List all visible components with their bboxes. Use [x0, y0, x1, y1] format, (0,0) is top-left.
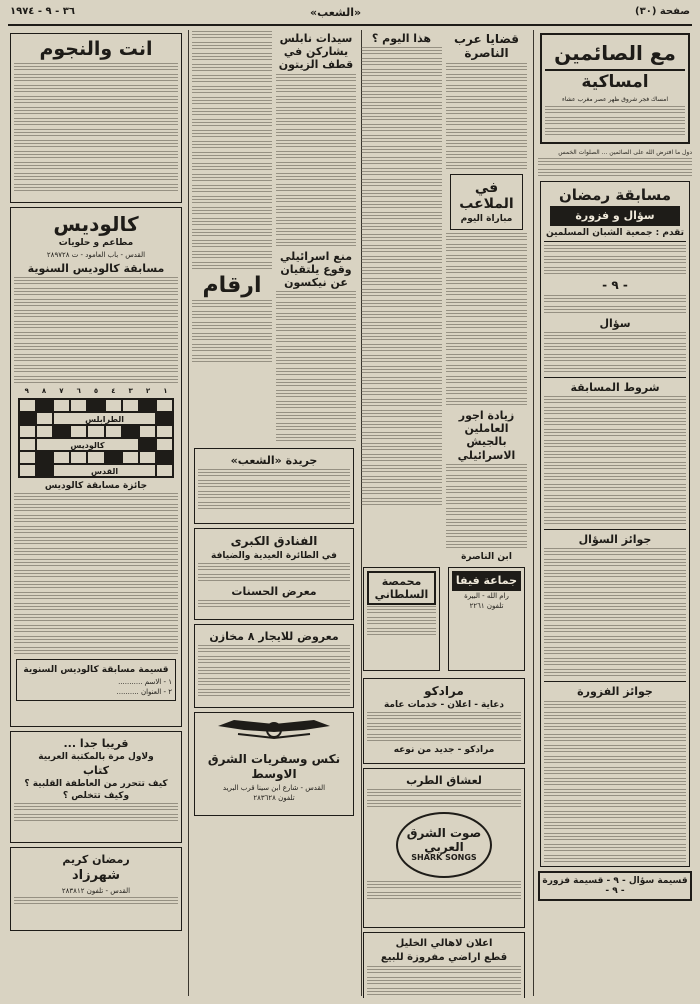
grid-number: ٤ [111, 387, 116, 396]
ramadan-name: شهرزاد [71, 868, 121, 884]
shark-songs-ad [363, 768, 525, 928]
grid-cell[interactable] [105, 425, 122, 438]
article-nazareth [446, 30, 527, 564]
news-column-2 [361, 30, 527, 998]
calvados-title: كالوديس [53, 212, 139, 236]
notice-title: جريدة «الشعب» [230, 454, 318, 468]
grid-cell[interactable] [19, 425, 36, 438]
tarab-title: لعشاق الطرب [406, 773, 482, 787]
grid-cell[interactable] [19, 399, 36, 412]
coupon-footer: قسيمة سؤال - ٩ - قسيمة فزورة - ٩ - [538, 871, 692, 901]
grid-cell[interactable] [156, 425, 173, 438]
grid-block [156, 412, 173, 425]
column-divider [533, 30, 534, 996]
grid-block [139, 399, 156, 412]
article-nurses [192, 30, 272, 445]
horoscope-box [10, 33, 182, 203]
grid-cell[interactable] [156, 399, 173, 412]
rules-heading: شروط المسابقة [570, 381, 660, 395]
form-title: قسيمة مسابقة كالوديس السنوية [23, 665, 169, 676]
book-question-2: وكيف تتخلص ؟ [62, 791, 130, 802]
contest-box [540, 181, 690, 867]
ad-roastery-name: محمصة السلطاني [367, 571, 436, 605]
contest-title: مسابقة رمضان [558, 185, 672, 204]
imsakiya-box [540, 33, 690, 144]
grid-cell[interactable] [156, 438, 173, 451]
grid-word: الطرابلس [53, 412, 156, 425]
calvados-address: القدس - باب العامود - ت ٢٨٩٧٢٨ [46, 251, 146, 259]
grid-cell[interactable] [53, 451, 70, 464]
grid-number: ٦ [76, 387, 81, 396]
grid-block [36, 399, 53, 412]
form-name-field[interactable]: ١ - الاسم ........... [118, 678, 172, 687]
newspaper-name: «الشعب» [310, 6, 362, 19]
today-title: هذا اليوم ؟ [371, 32, 432, 45]
calvados-contest: مسابقة كالوديس السنوية [27, 262, 165, 275]
ramadan-column [538, 30, 692, 998]
sport-subtitle: مباراة اليوم [460, 213, 513, 224]
top-articles [361, 30, 527, 564]
article-signature: ابن الناصرة [461, 551, 512, 562]
book-question-1: كيف تتحرر من العاطفة القلبية ؟ [24, 779, 168, 790]
grid-cell[interactable] [19, 451, 36, 464]
grid-cell[interactable] [122, 451, 139, 464]
grid-cell[interactable] [70, 399, 87, 412]
grid-word: كالوديس [36, 438, 139, 451]
grid-block [36, 464, 53, 477]
grid-number: ٢ [145, 387, 151, 396]
grid-cell[interactable] [36, 412, 53, 425]
sport-title: في الملاعب [459, 179, 514, 212]
exhibit-title: معرض الحسنات [231, 584, 317, 598]
wages-title: زيادة اجور العاملين بالجيش الاسرائيلي [457, 408, 516, 462]
grid-block [53, 425, 70, 438]
horoscope-title: انت والنجوم [39, 38, 153, 60]
grid-block [156, 451, 173, 464]
prayer-times-header: امساك فجر شروق ظهر عصر مغرب عشاء [562, 95, 668, 103]
riddle-prizes-heading: جوائز الفزورة [577, 685, 653, 699]
book-name: كتاب [82, 764, 110, 778]
prayer-note: دول ما افترض الله على الصائمين ... الصلوات الخمس [558, 148, 692, 156]
masthead: مع الصائمين [545, 38, 685, 71]
shark-latin: SHARK SONGS [411, 852, 477, 862]
grid-number: ٥ [93, 387, 99, 396]
ad-fifa-place: رام الله - البيرة [464, 592, 509, 601]
ramadan-title: رمضان كريم [62, 853, 130, 866]
form-address-field[interactable]: ٢ - العنوان .......... [116, 688, 172, 697]
ad-roastery [363, 567, 440, 671]
contest-form [16, 659, 176, 701]
land-subtitle: قطع اراضي مفروزة للبيع [380, 951, 508, 963]
article-today [361, 30, 442, 564]
airline-wings-icon [214, 718, 334, 744]
newspaper-notice [194, 448, 354, 524]
grid-footer: جائزة مسابقة كالوديس [44, 481, 148, 492]
book-ad [10, 731, 182, 843]
header-rule [8, 24, 692, 26]
restaurant-ad [194, 528, 354, 620]
ramadan-address: القدس - تلفون ٢٨٣٨١٢ [61, 886, 131, 895]
article-olive [276, 30, 356, 445]
maradco-title: مرادكو [424, 683, 464, 698]
top-articles-3 [192, 30, 356, 445]
column-divider [188, 30, 189, 996]
sport-box [450, 174, 523, 230]
grid-block [19, 412, 36, 425]
grid-cell[interactable] [87, 451, 104, 464]
restaurant-subtitle: في الطائرة العيدية والضيافة [211, 550, 337, 561]
issue-date: ٣٦ - ٩ - ١٩٧٤ [10, 6, 75, 17]
book-title: قريبا جدا ... [63, 737, 129, 750]
grid-cell[interactable] [139, 451, 156, 464]
restaurant-title: الفنادق الكبرى [230, 534, 318, 549]
horoscope-column [8, 30, 184, 998]
grid-number: ١ [163, 387, 168, 396]
contest-presenter: تقدم : جمعية الشبان المسلمين [545, 228, 684, 239]
grid-word: القدس [53, 464, 156, 477]
airline-name: نكس وسفريات الشرق الاوسط [207, 752, 341, 781]
shark-songs-logo [396, 812, 492, 878]
grid-number: ٧ [59, 387, 64, 396]
grid-block [139, 438, 156, 451]
calvados-box [10, 207, 182, 727]
maradco-ad [363, 678, 525, 764]
contest-subtitle: سؤال و فزورة [550, 206, 680, 227]
olive-title: سيدات نابلس يشاركن في قطف الزيتون [278, 32, 354, 72]
airline-address: القدس - شارع ابن سينا قرب البريد [222, 783, 326, 792]
grid-cell[interactable] [105, 399, 122, 412]
grid-numbers [18, 387, 174, 395]
article-title: قضايا عرب الناصرة [453, 32, 520, 61]
grid-number: ٨ [41, 387, 47, 396]
page-number: صفحة (٣٠) [635, 6, 690, 17]
grid-cell[interactable] [139, 425, 156, 438]
grid-number: ٣ [128, 387, 133, 396]
book-subtitle: ولاول مرة بالمكتبة العربية [38, 752, 154, 763]
airline-ad [194, 712, 354, 816]
grid-cell[interactable] [36, 425, 53, 438]
grid-cell[interactable] [19, 464, 36, 477]
rent-ad [194, 624, 354, 708]
crossword-grid [18, 398, 174, 478]
grid-cell[interactable] [122, 399, 139, 412]
ad-fifa [448, 567, 525, 671]
grid-cell[interactable] [70, 425, 87, 438]
maradco-subtitle: دعاية - اعلان - خدمات عامة [383, 700, 505, 711]
nixon-title: منع اسرائيلي وقوع يلتقيان عن نيكسون [279, 249, 353, 289]
grid-cell[interactable] [53, 399, 70, 412]
grid-cell[interactable] [87, 425, 104, 438]
grid-block [36, 451, 53, 464]
day-number: - ٩ - [602, 278, 628, 293]
question-prizes-heading: جوائز السؤال [578, 533, 652, 547]
grid-cell[interactable] [70, 451, 87, 464]
masthead-subtitle: امساكية [581, 72, 649, 92]
ad-fifa-phone: تلفون ٢٢٦١ [469, 602, 504, 611]
shark-arabic: صوت الشرق العربي [406, 826, 482, 854]
numbers-title: ارقام [202, 273, 262, 298]
ads-row [361, 564, 527, 675]
news-column-3 [192, 30, 356, 998]
grid-block [122, 425, 139, 438]
question-heading: سؤال [599, 316, 631, 330]
grid-block [105, 451, 122, 464]
maradco-tagline: مرادكو - جديد من نوعه [393, 745, 495, 756]
land-title: اعلان لاهالي الخليل [395, 937, 493, 949]
grid-block [87, 399, 104, 412]
airline-phone: تلفون ٢٨٣٦٢٨ [253, 793, 295, 802]
ramadan-greeting-ad [10, 847, 182, 931]
calvados-subtitle: مطاعم و حلويات [58, 238, 134, 248]
grid-cell[interactable] [156, 464, 173, 477]
grid-cell[interactable] [19, 438, 36, 451]
rent-title: معروض للايجار ٨ مخازن [209, 630, 339, 644]
grid-number: ٩ [24, 387, 29, 396]
land-sale-ad [363, 932, 525, 998]
ad-fifa-name: جماعة فيفا [452, 571, 521, 592]
